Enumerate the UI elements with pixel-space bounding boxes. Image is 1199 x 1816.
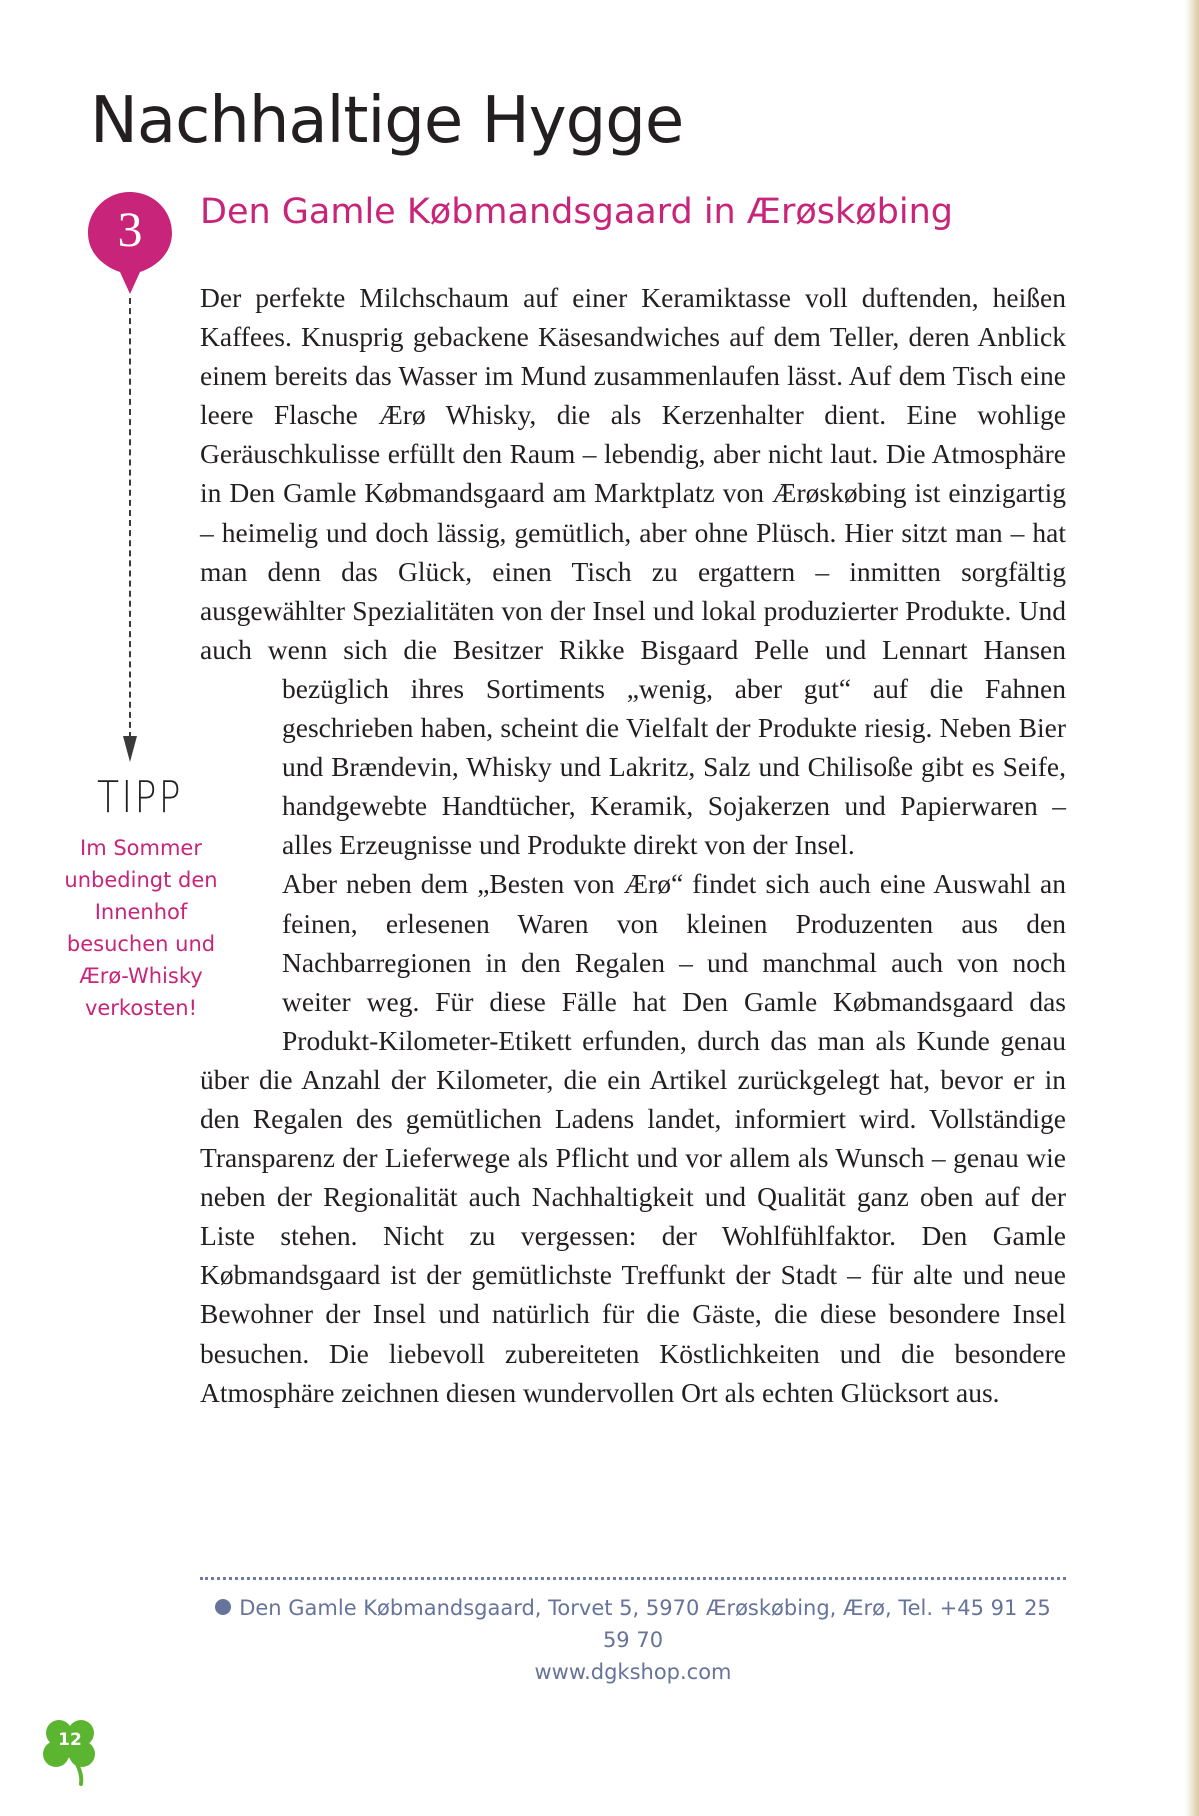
article-flow xyxy=(200,278,1066,1412)
paragraph-2: Aber neben dem „Besten von Ærø“ findet sich auch eine Auswahl an feinen, erlesenen Waren von kleinen Produzenten aus den Nachbarregionen in den Regalen – und manchmal auch von noch weiter weg. Für diese Fälle hat Den Gamle Købmandsgaard das Produkt-Kilometer-Etikett erfunden, durch das man als Kunde genau über die Anzahl der Kilometer, die ein Artikel zurückgelegt hat, bevor er in den Regalen des gemütlichen Ladens landet, informiert wird. Vollständige Transparenz der Lieferwege als Pflicht und vor allem als Wunsch – genau wie neben der Regionalität auch Nachhaltigkeit und Qualität ganz oben auf der Liste stehen. Nicht zu vergessen: der Wohlfühlfaktor. Den Gamle Købmandsgaard ist der gemütlichste Treffunkt der Stadt – für alte und neue Bewohner der Insel und natürlich für die Gäste, die diese besondere Insel besuchen. Die liebevoll zubereiteten Köstlichkeiten und die besondere Atmosphäre zeichnen diesen wundervollen Ort als echten Glücksort aus. xyxy=(200,868,1066,1408)
paragraph-1: Der perfekte Milchschaum auf einer Keramiktasse voll duftenden, heißen Kaffees. Knusprig gebackene Käsesandwiches auf dem Teller, deren Anblick einem bereits das Wasser im Mund zusammenlaufen lässt. Auf dem Tisch eine leere Flasche Ærø Whisky, die als Kerzenhalter dient. Eine wohlige Geräuschkulisse erfüllt den Raum – lebendig, aber nicht laut. Die Atmosphäre in Den Gamle Købmandsgaard am Marktplatz von Ærøskøbing ist einzigartig – heimelig und doch lässig, gemütlich, aber ohne Plüsch. Hier sitzt man – hat man denn das Glück, einen Tisch zu ergattern – inmitten sorgfältig ausgewählter Spezialitäten von der Insel und lokal produzierter Produkte. Und auch wenn sich die Besitzer Rikke Bisgaard Pelle und Lennart Hansen bezüglich ihres Sortiments „wenig, aber gut“ auf die Fahnen geschrieben haben, scheint die Vielfalt der Produkte riesig. Neben Bier und Brændevin, Whisky und Lakritz, Salz und Chilisoße gibt es Seife, handgewebte Handtücher, Keramik, Sojakerzen und Papierwaren – alles Erzeugnisse und Produkte direkt von der Insel. xyxy=(200,282,1066,861)
article-body xyxy=(200,278,1066,1412)
address-text: Den Gamle Købmandsgaard, Torvet 5, 5970 Ærøskøbing, Ærø, Tel. +45 91 25 59 70 xyxy=(239,1596,1051,1652)
dashed-guide-line xyxy=(129,298,131,738)
website-link[interactable]: www.dgkshop.com xyxy=(534,1660,732,1684)
arrow-down-icon xyxy=(123,736,137,762)
tip-label: TIPP xyxy=(96,772,184,823)
page-number: 12 xyxy=(58,1730,82,1750)
place-title: Den Gamle Købmandsgaard in Ærøskøbing xyxy=(200,192,954,232)
address-block xyxy=(200,1592,1066,1688)
tip-text: Im Sommer unbedingt den Innenhof besuchen und Ærø-Whisky verkosten! xyxy=(64,836,218,1020)
chapter-title: Nachhaltige Hygge xyxy=(90,84,684,158)
clover-icon xyxy=(40,1716,102,1786)
page-edge xyxy=(1185,0,1199,1816)
entry-number: 3 xyxy=(117,201,143,257)
bullet-dot-icon xyxy=(215,1599,231,1615)
dotted-separator xyxy=(200,1577,1066,1580)
